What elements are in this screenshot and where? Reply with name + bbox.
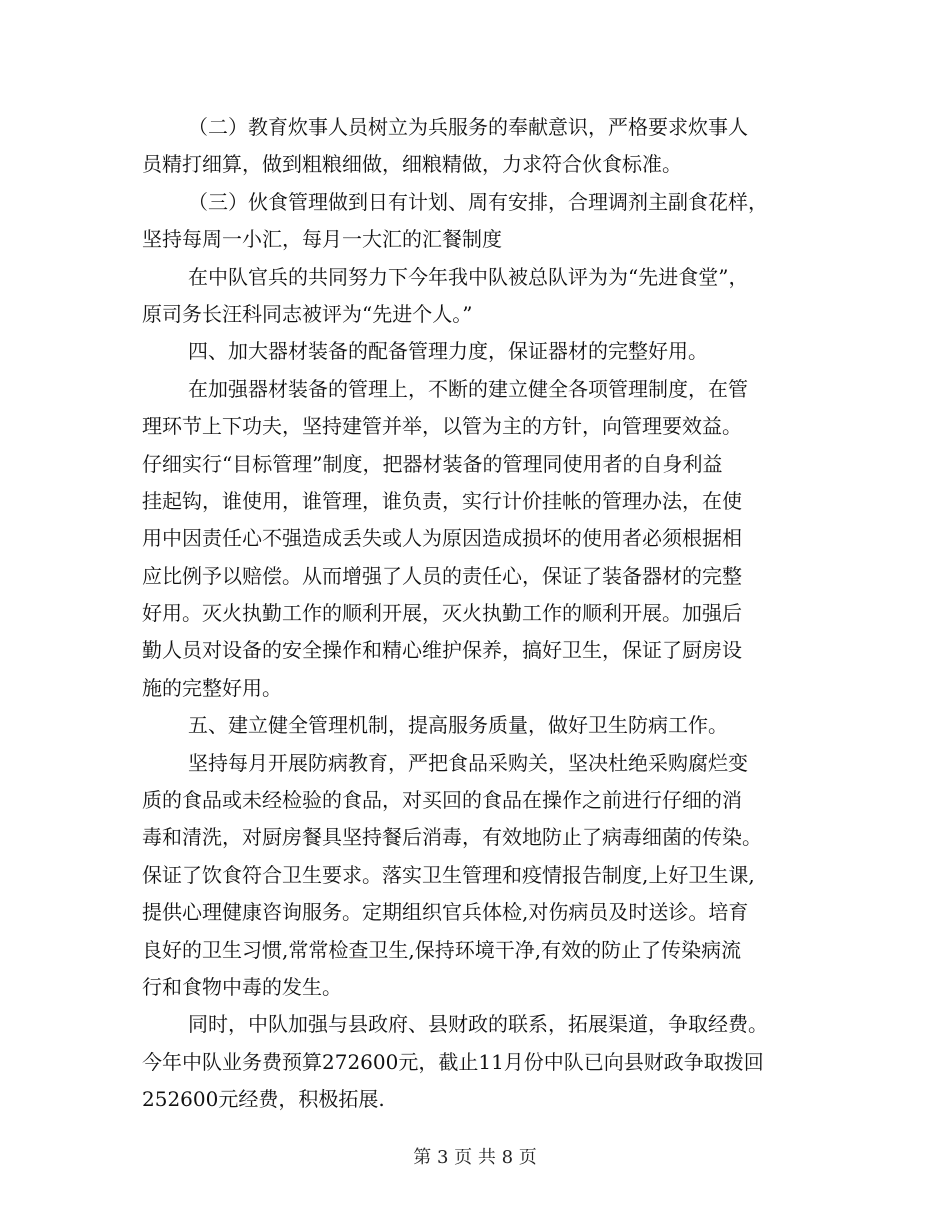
paragraph-line: 勤人员对设备的安全操作和精心维护保养，搞好卫生，保证了厨房设: [142, 638, 742, 663]
paragraph-line: 坚持每月开展防病教育，严把食品采购关，坚决杜绝采购腐烂变: [188, 750, 748, 775]
paragraph-line: 行和食物中毒的发生。: [142, 974, 342, 999]
paragraph-line: 今年中队业务费预算272600元，截止11月份中队已向县财政争取拨回: [142, 1049, 764, 1074]
paragraph-line: 员精打细算，做到粗粮细做，细粮精做，力求符合伙食标准。: [142, 152, 682, 177]
paragraph-line: 施的完整好用。: [142, 675, 282, 700]
paragraph-line: 同时，中队加强与县政府、县财政的联系，拓展渠道，争取经费。: [188, 1012, 768, 1037]
paragraph-line: 好用。灭火执勤工作的顺利开展，灭火执勤工作的顺利开展。加强后: [142, 601, 742, 626]
paragraph-line: 仔细实行“目标管理”制度，把器材装备的管理同使用者的自身利益: [142, 451, 723, 476]
paragraph-line: 原司务长汪科同志被评为“先进个人。”: [142, 301, 473, 326]
paragraph-line: 提供心理健康咨询服务。定期组织官兵体检,对伤病员及时送诊。培育: [142, 900, 749, 925]
paragraph-line: 理环节上下功夫，坚持建管并举，以管为主的方针，向管理要效益。: [142, 414, 742, 439]
paragraph-line: 252600元经费，积极拓展.: [142, 1087, 385, 1112]
paragraph-line: （二）教育炊事人员树立为兵服务的奉献意识，严格要求炊事人: [188, 115, 748, 139]
paragraph-line: 质的食品或未经检验的食品，对买回的食品在操作之前进行仔细的消: [142, 788, 742, 813]
paragraph-line: 挂起钩，谁使用，谁管理，谁负责，实行计价挂帐的管理办法，在使: [142, 488, 742, 513]
paragraph-line: 毒和清洗，对厨房餐具坚持餐后消毒，有效地防止了病毒细菌的传染。: [142, 825, 762, 850]
paragraph-line: 在加强器材装备的管理上，不断的建立健全各项管理制度，在管: [188, 376, 748, 401]
paragraph-line: （三）伙食管理做到日有计划、周有安排，合理调剂主副食花样，: [188, 189, 768, 214]
section-heading: 五、建立健全管理机制，提高服务质量，做好卫生防病工作。: [188, 713, 728, 738]
paragraph-line: 保证了饮食符合卫生要求。落实卫生管理和疫情报告制度,上好卫生课,: [142, 862, 755, 887]
paragraph-line: 应比例予以赔偿。从而增强了人员的责任心，保证了装备器材的完整: [142, 563, 742, 588]
document-body: [142, 109, 810, 1119]
section-heading: 四、加大器材装备的配备管理力度，保证器材的完整好用。: [188, 339, 708, 364]
paragraph-line: 在中队官兵的共同努力下今年我中队被总队评为为“先进食堂”，: [188, 264, 749, 289]
paragraph-line: 坚持每周一小汇，每月一大汇的汇餐制度: [142, 227, 502, 252]
paragraph-line: 良好的卫生习惯,常常检查卫生,保持环境干净,有效的防止了传染病流: [142, 937, 742, 962]
paragraph-line: 用中因责任心不强造成丢失或人为原因造成损坏的使用者必须根据相: [142, 526, 742, 551]
page-number-footer: 第 3 页 共 8 页: [413, 1147, 537, 1168]
